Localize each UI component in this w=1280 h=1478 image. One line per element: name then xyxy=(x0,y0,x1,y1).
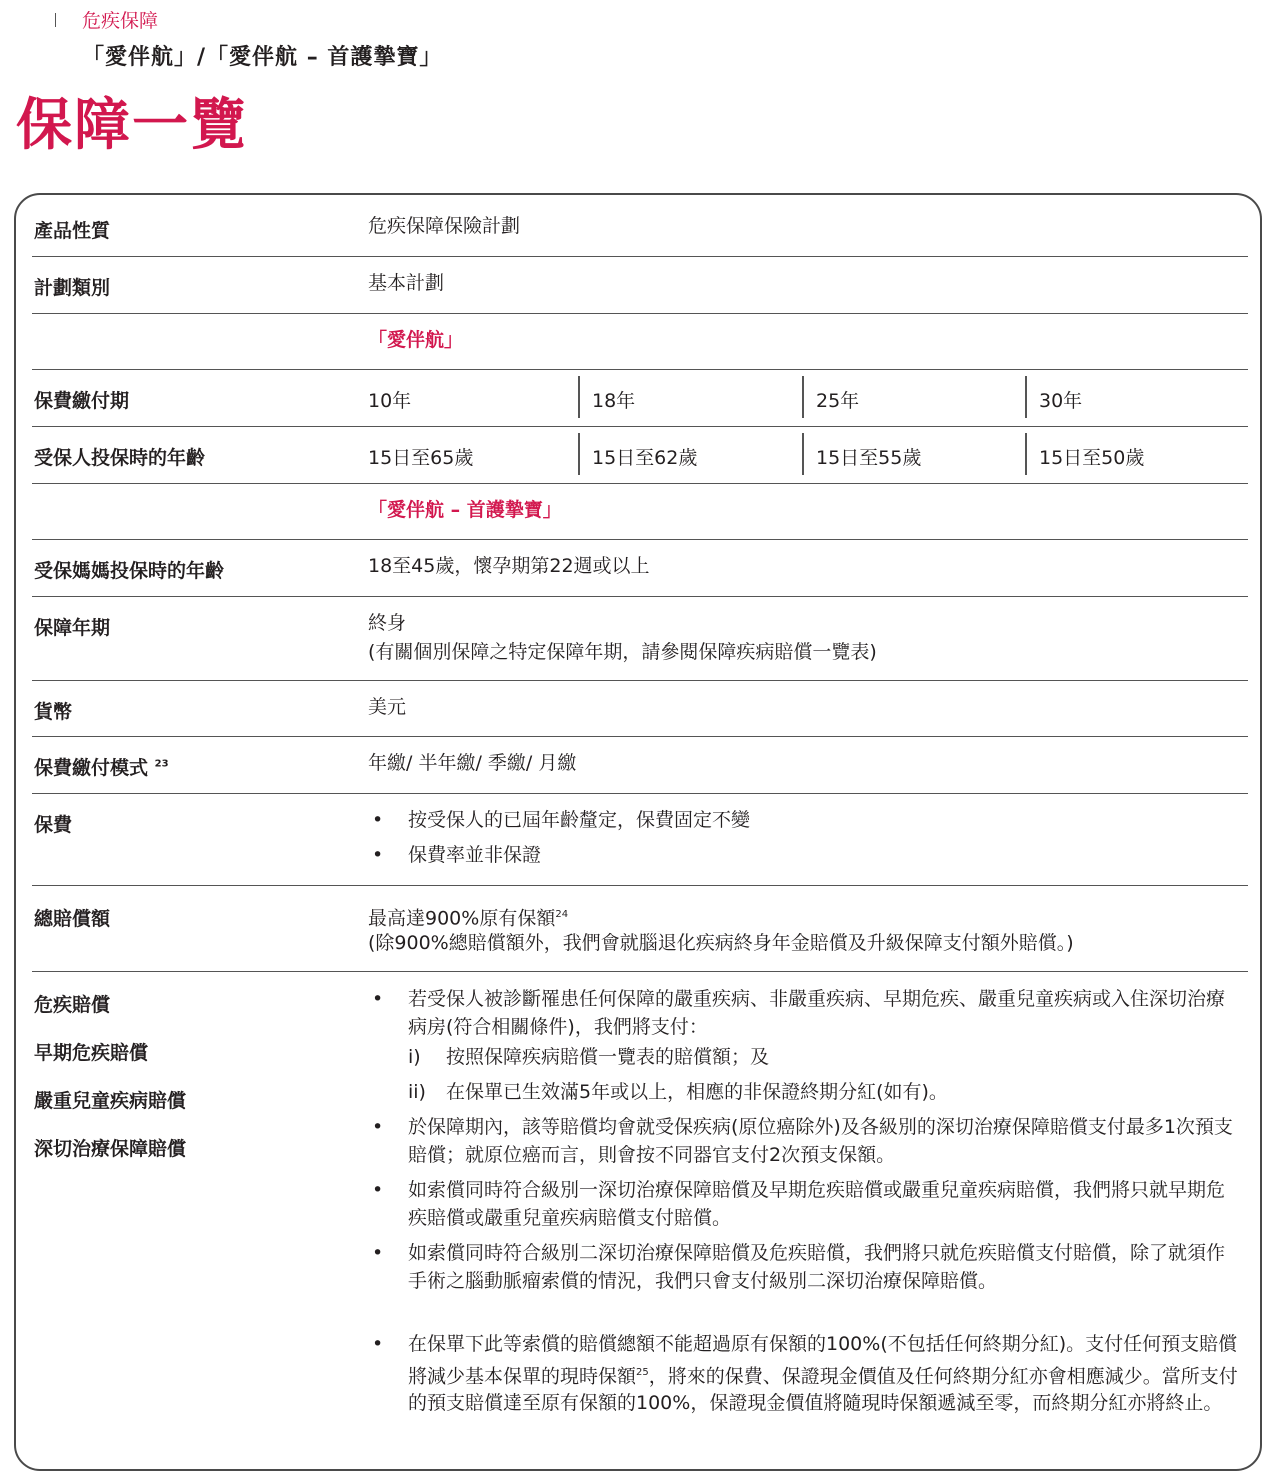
claims-bullet-5 xyxy=(368,1331,1238,1443)
value-plan-type: 基本計劃 xyxy=(368,272,445,294)
issue-age-30: 15日至50歲 xyxy=(1039,447,1145,469)
row-total-claim xyxy=(32,886,1248,972)
bullet-icon: • xyxy=(372,1179,384,1201)
footnote-24: 24 xyxy=(555,909,569,920)
label-product-nature: 產品性質 xyxy=(34,220,111,242)
section-title-1: 「愛伴航」 xyxy=(368,329,464,351)
sub-item-2-number: ii) xyxy=(408,1081,426,1103)
header-divider xyxy=(55,13,56,27)
label-payment-mode-text: 保費繳付模式 xyxy=(34,757,149,779)
row-section-title-2 xyxy=(32,484,1248,540)
claims-bullet-5-text xyxy=(408,1331,1238,1418)
row-issue-age xyxy=(32,427,1248,484)
label-premium: 保費 xyxy=(34,814,73,836)
row-mother-age xyxy=(32,540,1248,597)
premium-term-30: 30年 xyxy=(1039,390,1083,412)
row-premium-term xyxy=(32,370,1248,427)
product-names: 「愛伴航」/「愛伴航 – 首護摯寶」 xyxy=(82,45,443,70)
premium-term-25: 25年 xyxy=(816,390,860,412)
claims-bullet-5-part-a: 在保單下此等索償的賠償總額不能超過原有保額的100%(不包括任何終期分紅)。支付任何預支賠償將減少基本保單的現時保額 xyxy=(408,1333,1238,1387)
bullet-icon: • xyxy=(372,1242,384,1264)
bullet-icon: • xyxy=(372,1116,384,1138)
column-divider xyxy=(1025,433,1027,475)
sub-item-1-text: 按照保障疾病賠償一覽表的賠償額；及 xyxy=(446,1046,770,1068)
claims-bullet-4 xyxy=(368,1240,1238,1324)
value-benefit-term-note: (有關個別保障之特定保障年期，請參閱保障疾病賠償一覽表) xyxy=(368,641,877,663)
claims-bullet-2-text: 於保障期內，該等賠償均會就受保疾病(原位癌除外)及各級別的深切治療保障賠償支付最多1次預支賠償；就原位癌而言，則會按不同器官支付2次預支保額。 xyxy=(408,1116,1233,1166)
section-title-2: 「愛伴航 – 首護摯寶」 xyxy=(368,499,562,521)
row-benefit-term xyxy=(32,597,1248,681)
value-currency: 美元 xyxy=(368,696,407,718)
label-issue-age: 受保人投保時的年齡 xyxy=(34,447,206,469)
issue-age-25: 15日至55歲 xyxy=(816,447,922,469)
page-title: 保障一覽 xyxy=(16,93,248,158)
column-divider xyxy=(578,376,580,418)
bullet-icon: • xyxy=(372,809,384,831)
premium-bullet-2-text: 保費率並非保證 xyxy=(408,844,542,866)
label-child-illness-claim: 嚴重兒童疾病賠償 xyxy=(34,1090,187,1112)
value-product-nature: 危疾保障保險計劃 xyxy=(368,215,521,237)
premium-bullet-1-text: 按受保人的已屆年齡釐定，保費固定不變 xyxy=(408,809,751,831)
label-payment-mode xyxy=(34,753,169,780)
label-early-ci-claim: 早期危疾賠償 xyxy=(34,1042,149,1064)
sub-item-1-number: i) xyxy=(408,1046,421,1068)
label-currency: 貨幣 xyxy=(34,701,73,723)
row-plan-type xyxy=(32,257,1248,314)
label-icu-claim: 深切治療保障賠償 xyxy=(34,1138,187,1160)
bullet-icon: • xyxy=(372,988,384,1010)
premium-bullet-1 xyxy=(368,807,1238,835)
row-payment-mode xyxy=(32,737,1248,794)
claims-bullet-4-text: 如索償同時符合級別二深切治療保障賠償及危疾賠償，我們將只就危疾賠償支付賠償，除了就須作手術之腦動脈瘤索償的情況，我們只會支付級別二深切治療保障賠償。 xyxy=(408,1242,1226,1292)
claims-bullet-1 xyxy=(368,986,1238,1042)
row-claims xyxy=(32,972,1248,1467)
column-divider xyxy=(578,433,580,475)
bullet-icon: • xyxy=(372,844,384,866)
footnote-25: 25 xyxy=(636,1366,649,1378)
column-divider xyxy=(802,376,804,418)
value-mother-age: 18至45歲，懷孕期第22週或以上 xyxy=(368,555,650,577)
row-currency xyxy=(32,681,1248,737)
claims-bullet-2 xyxy=(368,1114,1238,1170)
claims-bullet-5-part-b: ，將來的保費、保證現金價值及任何終期分紅亦會相應減少。當所支付的預支賠償達至原有保額的100%，保證現金價值將隨現時保額遞減至零，而終期分紅亦將終止。 xyxy=(408,1364,1238,1415)
sub-item-2-text: 在保單已生效滿5年或以上，相應的非保證終期分紅(如有)。 xyxy=(446,1081,948,1103)
total-claim-text: 最高達900%原有保額 xyxy=(368,907,556,930)
issue-age-18: 15日至62歲 xyxy=(592,447,698,469)
bullet-icon: • xyxy=(372,1333,384,1355)
label-total-claim: 總賠償額 xyxy=(34,908,111,930)
value-benefit-term: 終身 xyxy=(368,612,407,634)
claims-bullet-3-text: 如索償同時符合級別一深切治療保障賠償及早期危疾賠償或嚴重兒童疾病賠償，我們將只就早期危疾賠償或嚴重兒童疾病賠償支付賠償。 xyxy=(408,1179,1226,1229)
benefit-summary-table xyxy=(14,193,1262,1471)
footnote-23: 23 xyxy=(154,758,169,770)
label-ci-claim: 危疾賠償 xyxy=(34,994,111,1016)
premium-bullet-2 xyxy=(368,842,1238,870)
section-category: 危疾保障 xyxy=(82,10,159,32)
label-premium-term: 保費繳付期 xyxy=(34,390,130,412)
value-payment-mode: 年繳/ 半年繳/ 季繳/ 月繳 xyxy=(368,752,577,774)
row-premium xyxy=(32,794,1248,886)
value-total-claim-note: (除900%總賠償額外，我們會就腦退化疾病終身年金賠償及升級保障支付額外賠償。) xyxy=(368,932,1074,954)
premium-term-18: 18年 xyxy=(592,390,636,412)
label-benefit-term: 保障年期 xyxy=(34,617,111,639)
label-mother-age: 受保媽媽投保時的年齡 xyxy=(34,560,225,582)
label-plan-type: 計劃類別 xyxy=(34,277,111,299)
issue-age-10: 15日至65歲 xyxy=(368,447,474,469)
premium-term-10: 10年 xyxy=(368,390,412,412)
column-divider xyxy=(1025,376,1027,418)
claims-bullet-3 xyxy=(368,1177,1238,1233)
claims-bullet-1-text: 若受保人被診斷罹患任何保障的嚴重疾病、非嚴重疾病、早期危疾、嚴重兒童疾病或入住深切治療病房(符合相關條件)，我們將支付： xyxy=(408,988,1226,1038)
row-section-title-1 xyxy=(32,314,1248,370)
column-divider xyxy=(802,433,804,475)
row-product-nature xyxy=(32,195,1248,257)
